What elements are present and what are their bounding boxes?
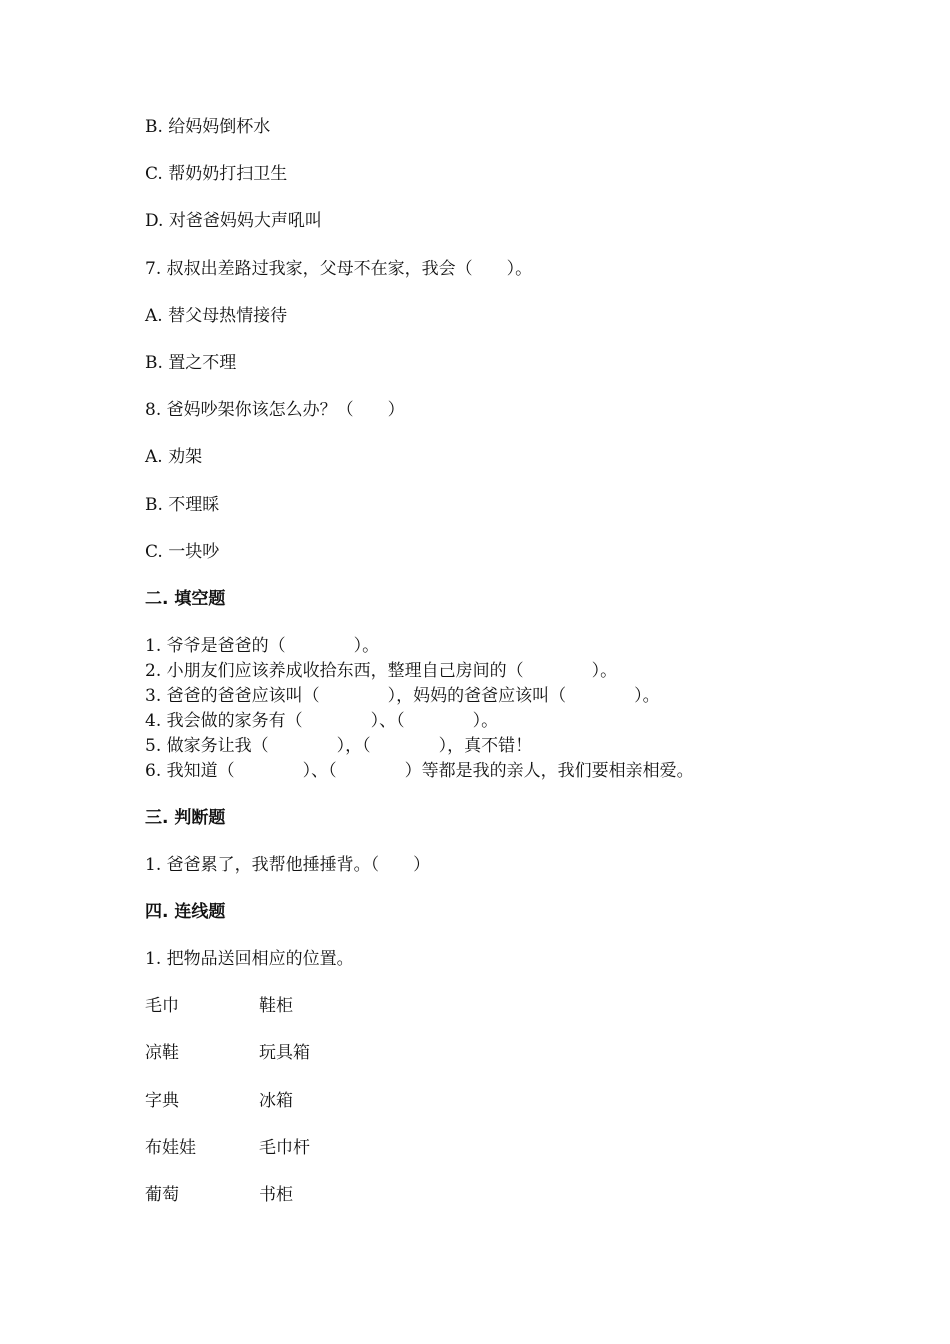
question-8: 8. 爸妈吵架你该怎么办？（ ）	[145, 400, 405, 420]
true-false-item: 1. 爸爸累了，我帮他捶捶背。（ ）	[145, 855, 431, 875]
matching-left-item: 布娃娃	[145, 1138, 196, 1158]
fill-in-item: 4. 我会做的家务有（ ）、（ ）。	[145, 711, 499, 731]
q7-option-a: A. 替父母热情接待	[145, 306, 288, 326]
section-heading-true-false: 三. 判断题	[145, 808, 226, 828]
matching-right-item: 书柜	[259, 1185, 293, 1205]
matching-right-item: 毛巾杆	[259, 1138, 310, 1158]
fill-in-item: 1. 爷爷是爸爸的（ ）。	[145, 636, 380, 656]
option-b-prev: B. 给妈妈倒杯水	[145, 117, 271, 137]
q7-option-b: B. 置之不理	[145, 353, 237, 373]
fill-in-item: 2. 小朋友们应该养成收拾东西，整理自己房间的（ ）。	[145, 661, 618, 681]
matching-left-item: 毛巾	[145, 996, 179, 1016]
matching-right-item: 玩具箱	[259, 1043, 310, 1063]
matching-left-item: 字典	[145, 1091, 179, 1111]
q8-option-c: C. 一块吵	[145, 542, 220, 562]
matching-right-item: 鞋柜	[259, 996, 293, 1016]
question-7: 7. 叔叔出差路过我家，父母不在家，我会（ ）。	[145, 259, 533, 279]
matching-left-item: 葡萄	[145, 1185, 179, 1205]
q8-option-a: A. 劝架	[145, 447, 203, 467]
q8-option-b: B. 不理睬	[145, 495, 220, 515]
section-heading-fill-in: 二. 填空题	[145, 589, 226, 609]
option-d-prev: D. 对爸爸妈妈大声吼叫	[145, 211, 322, 231]
section-heading-matching: 四. 连线题	[145, 902, 226, 922]
fill-in-item: 5. 做家务让我（ ），（ ），真不错！	[145, 736, 533, 756]
matching-prompt: 1. 把物品送回相应的位置。	[145, 949, 354, 969]
matching-left-item: 凉鞋	[145, 1043, 179, 1063]
fill-in-item: 3. 爸爸的爸爸应该叫（ ），妈妈的爸爸应该叫（ ）。	[145, 686, 660, 706]
fill-in-item: 6. 我知道（ ）、（ ）等都是我的亲人，我们要相亲相爱。	[145, 761, 694, 781]
matching-right-item: 冰箱	[259, 1091, 293, 1111]
option-c-prev: C. 帮奶奶打扫卫生	[145, 164, 288, 184]
